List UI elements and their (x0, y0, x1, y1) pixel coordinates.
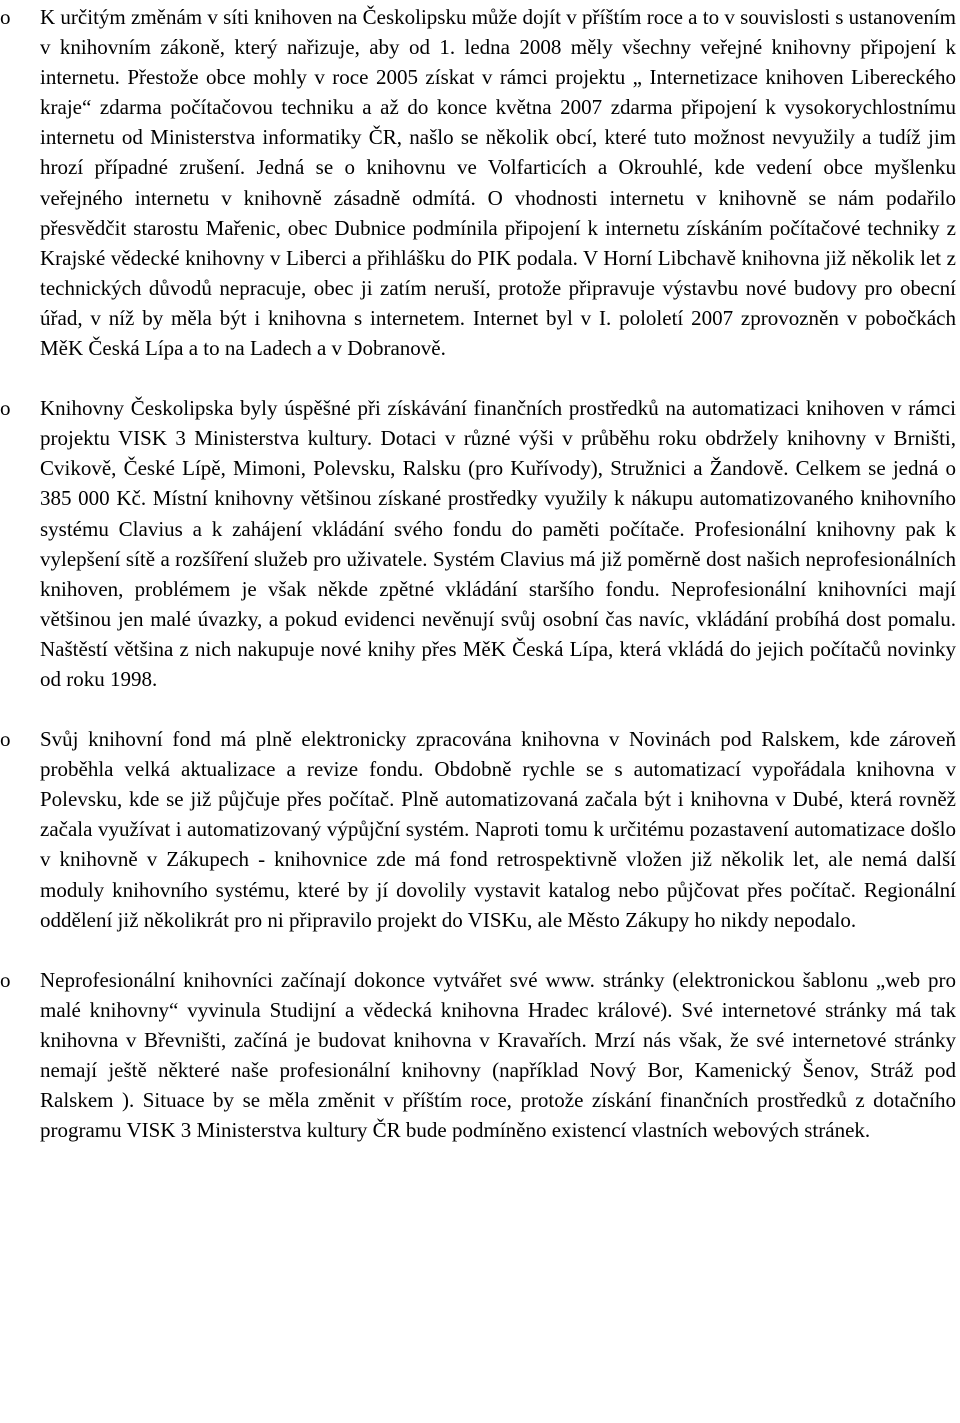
bullet-marker: o (0, 727, 11, 752)
bullet-list (0, 2, 956, 1145)
paragraph-electronic-catalog: Svůj knihovní fond má plně elektronicky zpracována knihovna v Novinách pod Ralskem, kde zároveň proběhla velká aktualizace a revize fondu. Obdobně rychle se s automatizací vypořádala knihovna v Polevsku, kde se již půjčuje přes počítač. Plně automatizovaná začala být i knihovna v Dubé, která rovněž začala využívat i automatizovaný výpůjční systém. Naproti tomu k určitému pozastavení automatizace došlo v knihovně v Zákupech - knihovnice zde má fond retrospektivně vložen již několik let, ale nemá další moduly knihovního systému, které by jí dovolily vystavit katalog nebo půjčovat přes počítač. Regionální oddělení již několikrát pro ni připravilo projekt do VISKu, ale Město Zákupy ho nikdy nepodalo. (40, 727, 956, 932)
paragraph-network-changes: K určitým změnám v síti knihoven na Českolipsku může dojít v příštím roce a to v souvislosti s ustanovením v knihovním zákoně, který nařizuje, aby od 1. ledna 2008 měly všechny veřejné knihovny připojení k internetu. Přestože obce mohly v roce 2005 získat v rámci projektu „ Internetizace knihoven Libereckého kraje“ zdarma počítačovou techniku a až do konce května 2007 zdarma připojení k vysokorychlostnímu internetu od Ministerstva informatiky ČR, našlo se několik obcí, které tuto možnost nevyužily a tudíž jim hrozí případné zrušení. Jedná se o knihovnu ve Volfarticích a Okrouhlé, kde vedení obce myšlenku veřejného internetu v knihovně zásadně odmítá. O vhodnosti internetu v knihovně se nám podařilo přesvědčit starostu Mařenic, obec Dubnice podmínila připojení k internetu získáním počítačové techniky z Krajské vědecké knihovny v Liberci a přihlášku do PIK podala. V Horní Libchavě knihovna již několik let z technických důvodů nepracuje, obec ji zatím neruší, protože připravuje výstavbu nové budovy pro obecní úřad, v níž by měla být i knihovna s internetem. Internet byl v I. pololetí 2007 zprovozněn v pobočkách MěK Česká Lípa a to na Ladech a v Dobranově. (40, 5, 956, 361)
paragraph-automation-funding: Knihovny Českolipska byly úspěšné při získávání finančních prostředků na automatizaci knihoven v rámci projektu VISK 3 Ministerstva kultury. Dotaci v různé výši v průběhu roku obdržely knihovny v Brništi, Cvikově, České Lípě, Mimoni, Polevsku, Ralsku (pro Kuřívody), Stružnici a Žandově. Celkem se jedná o 385 000 Kč. Místní knihovny většinou získané prostředky využily k nákupu automatizovaného knihovního systému Clavius a k zahájení vkládání svého fondu do paměti počítače. Profesionální knihovny pak k vylepšení sítě a rozšíření služeb pro uživatele. Systém Clavius má již poměrně dost našich neprofesionálních knihoven, problémem je však někde zpětné vkládání staršího fondu. Neprofesionální knihovníci mají většinou jen malé úvazky, a pokud evidenci nevěnují svůj osobní čas navíc, vkládání probíhá dost pomalu. Naštěstí většina z nich nakupuje nové knihy přes MěK Česká Lípa, která vkládá do jejich počítačů novinky od roku 1998. (40, 396, 956, 691)
bullet-marker: o (0, 396, 11, 421)
paragraph-library-websites: Neprofesionální knihovníci začínají dokonce vytvářet své www. stránky (elektronickou šablonu „web pro malé knihovny“ vyvinula Studijní a vědecká knihovna Hradec králové). Své internetové stránky má tak knihovna v Břevništi, začíná je budovat knihovna v Kravařích. Mrzí nás však, že své internetové stránky nemají ještě některé naše profesionální knihovny (například Nový Bor, Kamenický Šenov, Stráž pod Ralskem ). Situace by se měla změnit v příštím roce, protože získání finančních prostředků z dotačního programu VISK 3 Ministerstva kultury ČR bude podmíněno existencí vlastních webových stránek. (40, 967, 956, 1143)
list-item (0, 724, 956, 935)
list-item (0, 2, 956, 363)
list-item (0, 965, 956, 1146)
list-item (0, 393, 956, 694)
bullet-marker: o (0, 967, 11, 992)
bullet-marker: o (0, 5, 11, 29)
